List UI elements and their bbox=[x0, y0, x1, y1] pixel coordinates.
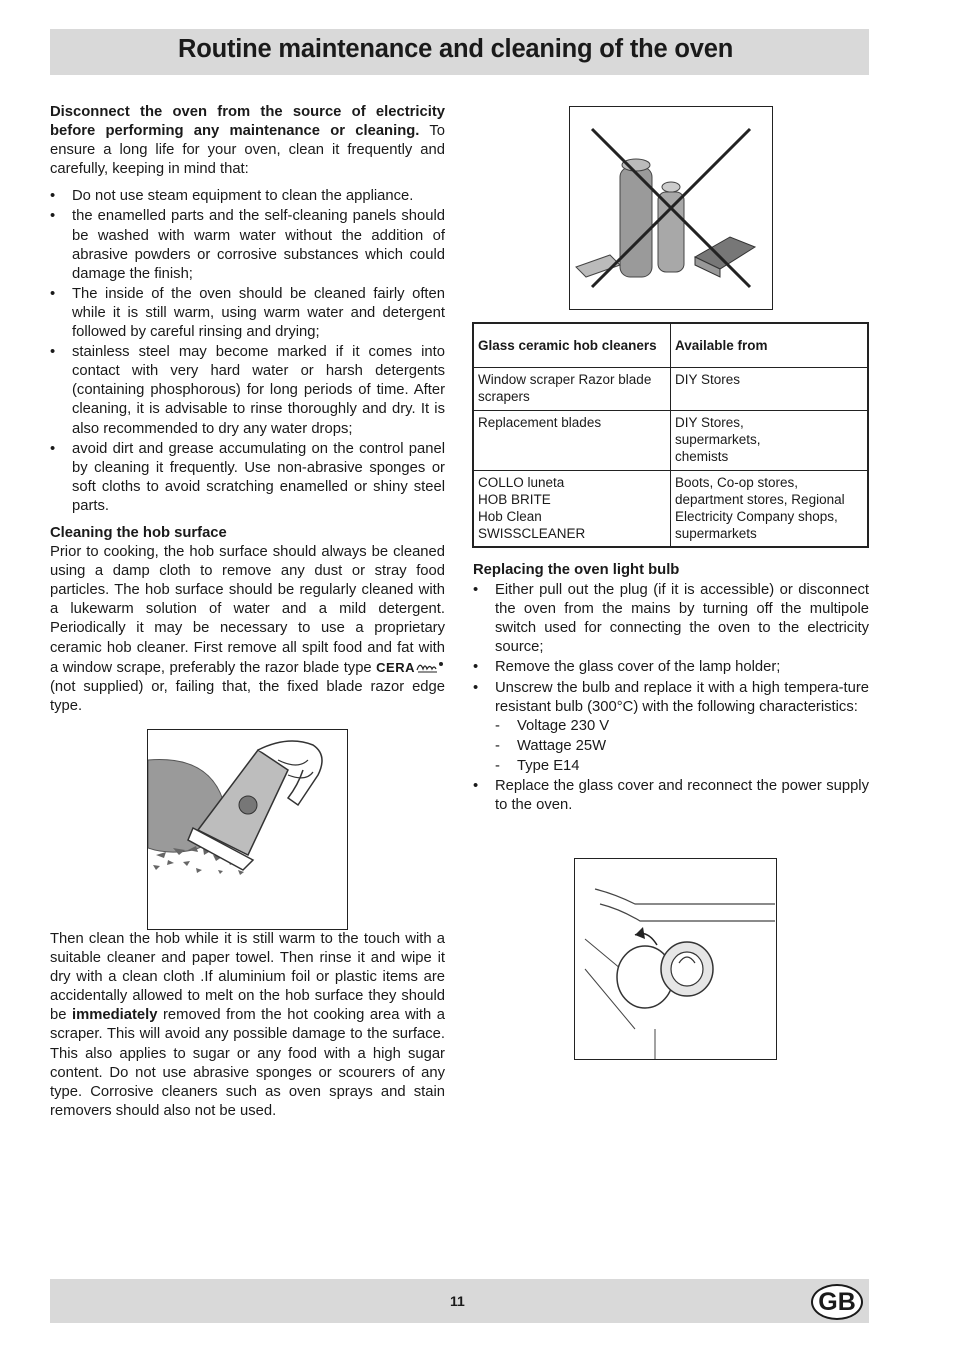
cell-line: HOB BRITE bbox=[478, 491, 551, 507]
cell-line: DIY Stores, bbox=[675, 414, 744, 430]
table-cell: Replacement blades bbox=[473, 410, 671, 470]
table-cell: Window scraper Razor blade scrapers bbox=[473, 367, 671, 410]
cell-line: supermarkets, bbox=[675, 431, 761, 447]
lamp-holder-illustration bbox=[574, 858, 777, 1060]
scraper-illustration bbox=[147, 729, 348, 930]
table-cell bbox=[671, 410, 869, 470]
table-header-row bbox=[473, 323, 868, 367]
table-row bbox=[473, 470, 868, 547]
cell-line: Hob Clean bbox=[478, 508, 542, 524]
page-header bbox=[50, 29, 869, 75]
hob-emphasis: immediately bbox=[71, 1007, 158, 1024]
cell-line: SWISSCLEANER bbox=[478, 525, 586, 541]
maintenance-list bbox=[50, 187, 445, 516]
cleaners-table bbox=[472, 322, 869, 548]
bulb-instruction: Unscrew the bulb and replace it with a high tempera-ture resistant bulb (300°C) with the following characteristics: bbox=[495, 679, 869, 715]
list-item: • Do not use steam equipment to clean the appliance. bbox=[50, 187, 445, 206]
no-abrasive-products-illustration bbox=[569, 106, 773, 310]
page-title: Routine maintenance and cleaning of the oven bbox=[178, 35, 734, 63]
bulb-specs bbox=[495, 717, 869, 776]
page-footer bbox=[50, 1279, 869, 1323]
table-cell: Boots, Co-op stores, department stores, Regional Electricity Company shops, supermarkets bbox=[671, 470, 869, 547]
spec-item: - Type E14 bbox=[495, 757, 869, 776]
list-item: • The inside of the oven should be cleaned fairly often while it is still warm, using warm water and detergent followed by careful rinsing and drying; bbox=[50, 285, 445, 342]
bulb-heading: Replacing the oven light bulb bbox=[473, 562, 680, 578]
language-badge: GB bbox=[811, 1284, 863, 1320]
hob-text-3: removed from the hot cooking area with a scraper. This will avoid any possible damage to the surface. This also applies to sugar or any food with a high sugar content. Do not use abrasive sponges or scourers of any type. Corrosive cleaners such as oven sprays and stain removers should also not be used. bbox=[50, 1007, 445, 1119]
column-header: Glass ceramic hob cleaners bbox=[473, 323, 671, 367]
hob-text: Prior to cooking, the hob surface should always be cleaned using a damp cloth to remove any dust or stray food particles. The hob surface should be regularly cleaned with a lukewarm solution of water and a mild detergent. Periodically it may be necessary to use a proprietary ceramic hob cleaner. First remove all spilt food and fat with a window scrape, preferably the razor blade type bbox=[50, 544, 445, 676]
spec-item: - Voltage 230 V bbox=[495, 717, 869, 736]
left-column bbox=[50, 103, 445, 716]
right-column bbox=[473, 561, 869, 816]
cera-logo-script bbox=[415, 659, 445, 673]
table-cell: DIY Stores bbox=[671, 367, 869, 410]
cera-logo: CERA bbox=[376, 659, 415, 675]
intro-text: To ensure a long life for your oven, clean it frequently and carefully, keeping in mind that: bbox=[50, 123, 445, 178]
list-item bbox=[473, 679, 869, 776]
spec-item: - Wattage 25W bbox=[495, 737, 869, 756]
page-number: 11 bbox=[450, 1293, 465, 1309]
list-item: • Replace the glass cover and reconnect the power supply to the oven. bbox=[473, 777, 869, 815]
table-row bbox=[473, 410, 868, 470]
hob-paragraph-1 bbox=[50, 543, 445, 716]
cell-line: chemists bbox=[675, 448, 729, 464]
column-header: Available from bbox=[671, 323, 869, 367]
list-item: • Either pull out the plug (if it is accessible) or disconnect the oven from the mains by turning off the multipole switch used for connecting the oven to the electricity source; bbox=[473, 581, 869, 657]
table-cell bbox=[473, 470, 671, 547]
left-column-bottom bbox=[50, 930, 445, 1121]
list-item: • stainless steel may become marked if it comes into contact with very hard water or harsh detergents (containing phosphorous) for long periods of time. After cleaning, it is advisable to rinse thoroughly and dry. It is also recommended to dry any water drops; bbox=[50, 343, 445, 438]
intro-paragraph bbox=[50, 103, 445, 179]
list-item: • the enamelled parts and the self-cleaning panels should be washed with warm water without the addition of abrasive powders or corrosive substances which could damage the finish; bbox=[50, 207, 445, 283]
table-row bbox=[473, 367, 868, 410]
list-item: • avoid dirt and grease accumulating on the control panel by cleaning it frequently. Use non-abrasive sponges or soft cloths to avoid scratching enamelled or shiny steel parts. bbox=[50, 440, 445, 516]
hob-text-end: (not supplied) or, failing that, the fixed blade razor edge type. bbox=[50, 678, 445, 714]
list-item: • Remove the glass cover of the lamp holder; bbox=[473, 658, 869, 677]
intro-warning: Disconnect the oven from the source of electricity before performing any maintenance or cleaning. bbox=[50, 104, 445, 140]
hob-paragraph-2 bbox=[50, 930, 445, 1121]
bulb-list bbox=[473, 581, 869, 815]
hob-heading: Cleaning the hob surface bbox=[50, 524, 227, 541]
cell-line: COLLO luneta bbox=[478, 474, 565, 490]
hob-text-2: Then clean the hob while it is still warm to the touch with a suitable cleaner and paper towel. Then rinse it and wipe it dry with a clean cloth .If aluminium foil or plastic items are accidentally allowed to melt on the hob surface they should be bbox=[50, 931, 445, 1024]
